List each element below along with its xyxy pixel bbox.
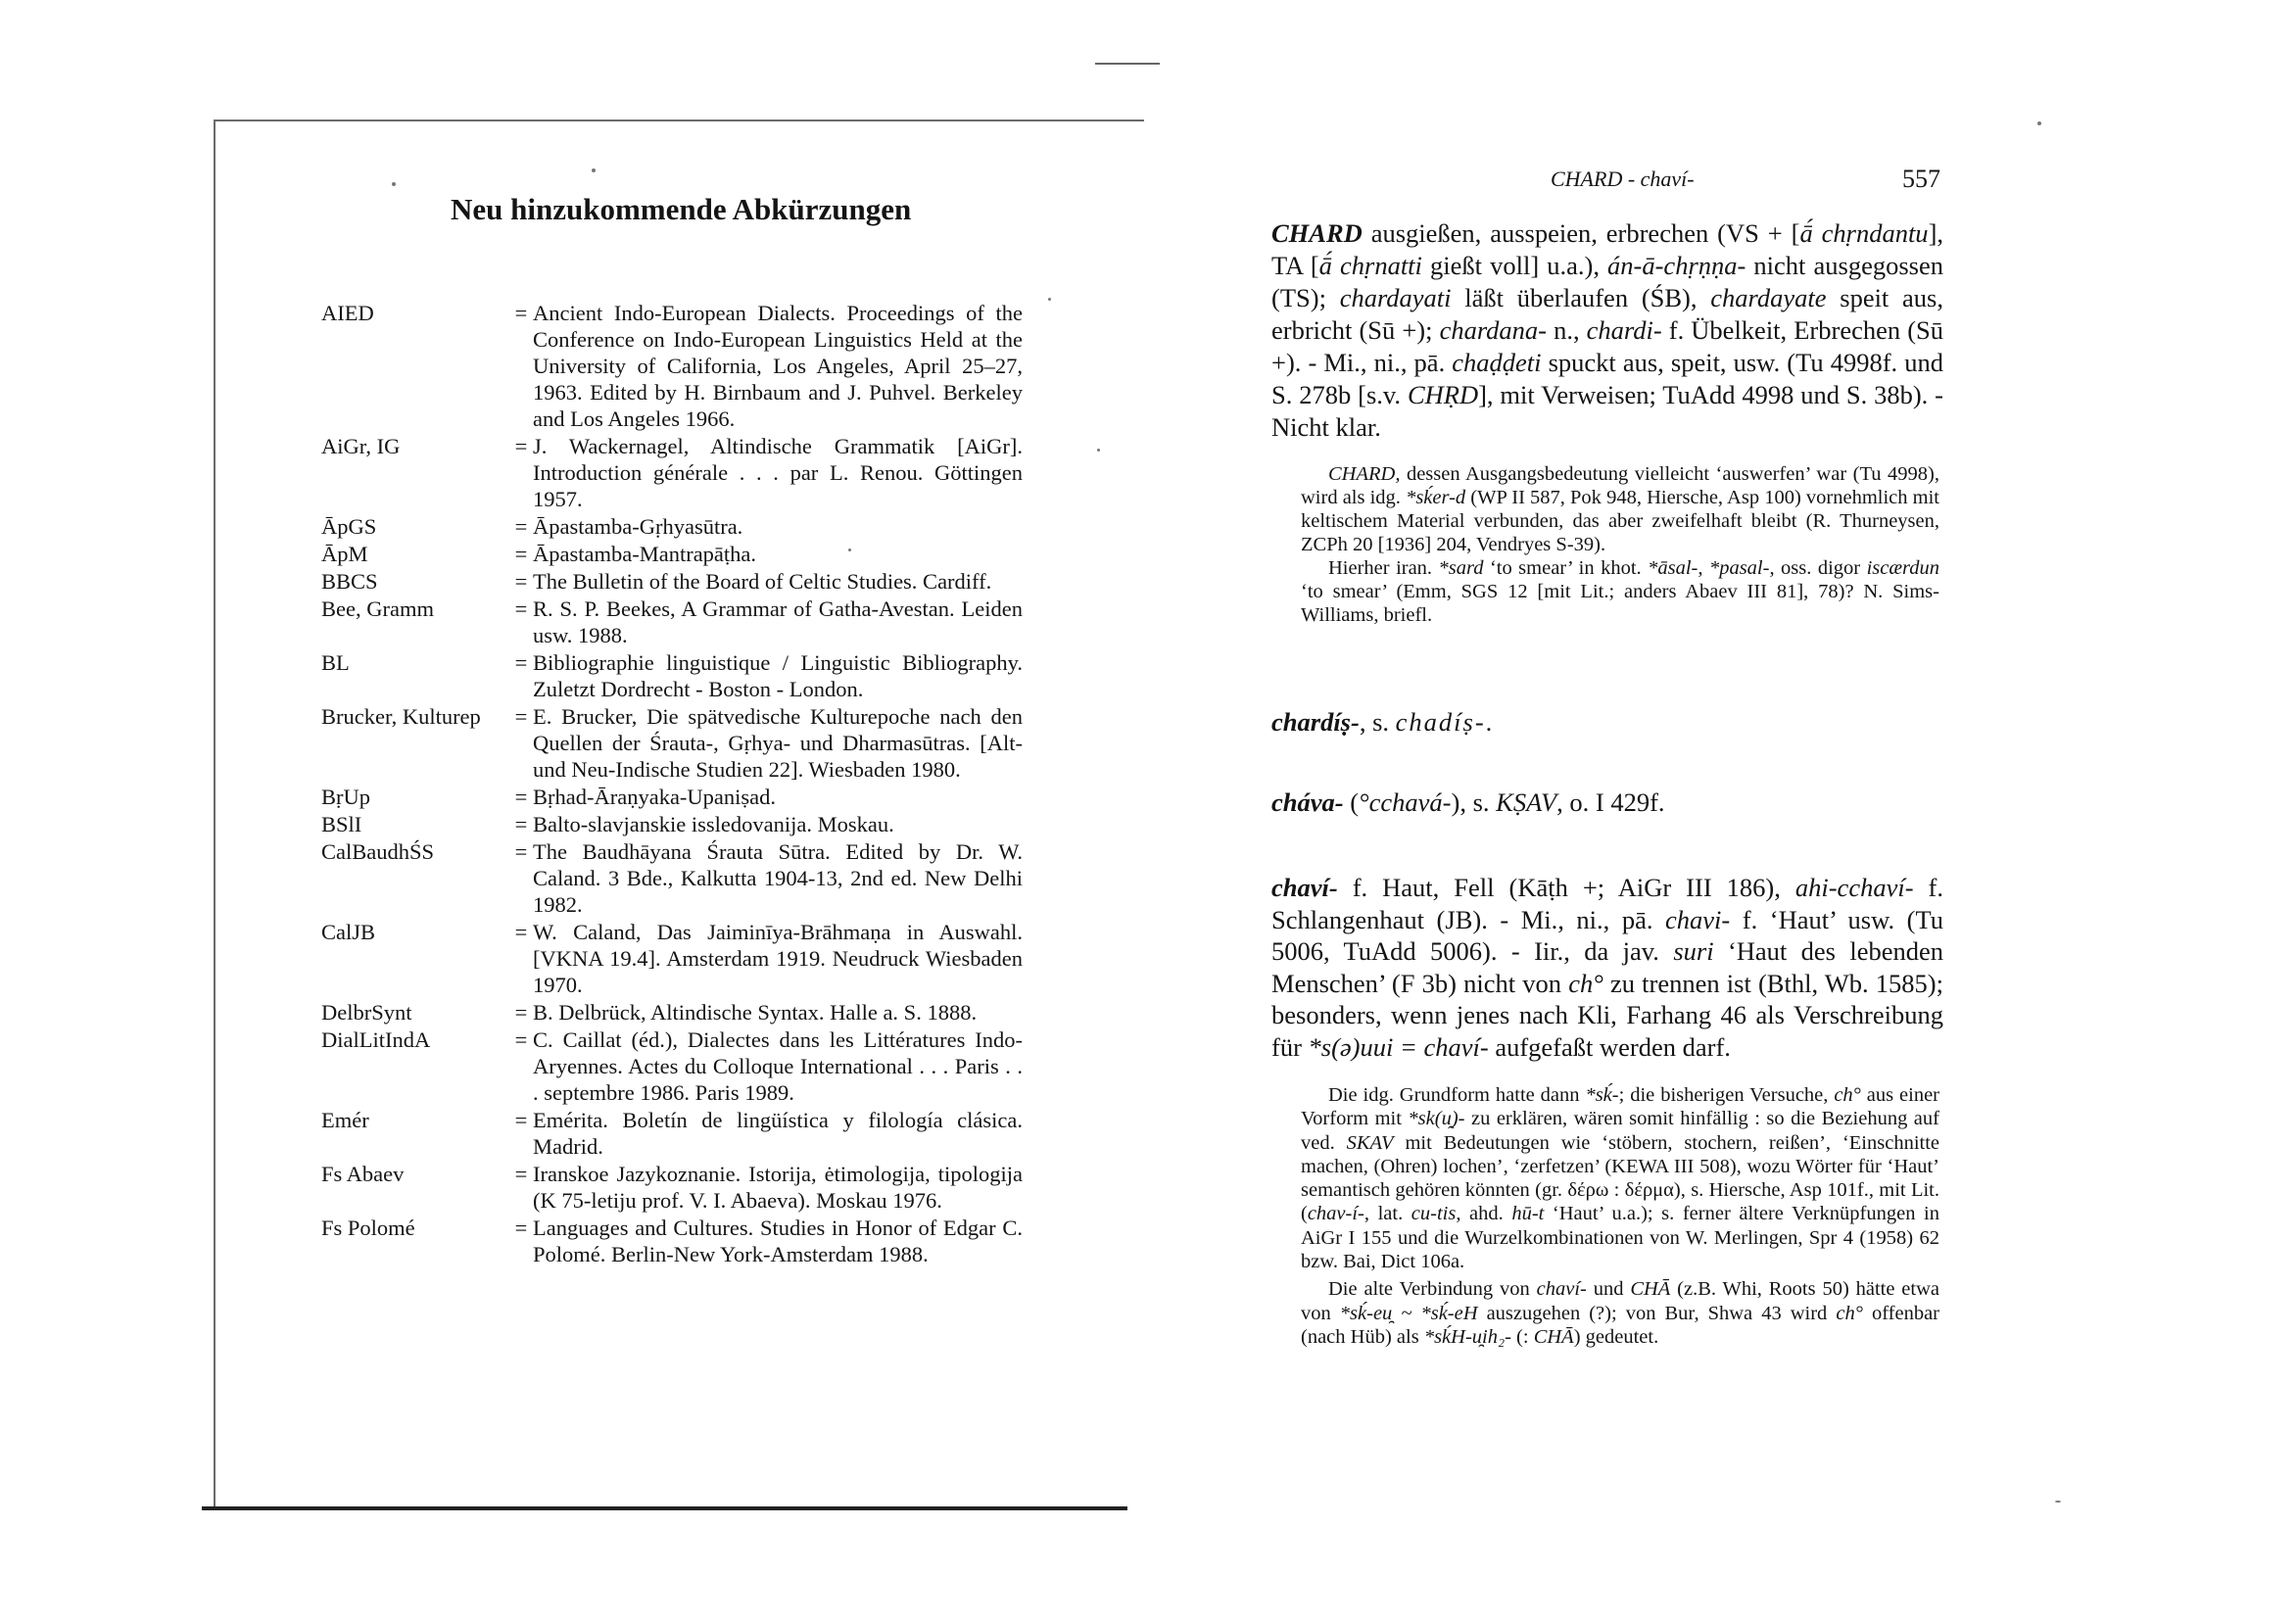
abbreviation-definition: J. Wackernagel, Altindische Grammatik [AiGr]. Introduction générale . . . par L. Renou. Göttingen 1957.: [533, 434, 1023, 511]
abbreviation-row: [321, 596, 1036, 648]
note-paragraph: Die idg. Grundform hatte dann *sḱ-; die bisherigen Versuche, ch° aus einer Vorform mit *sk(u̯)- zu erklären, wären somit hinfällig : so die Beziehung auf ved. SKAV mit Bedeutungen wie ‘stöbern, stochern, reißen’, ‘Einschnitte machen, (Ohren) lochen’, ‘zerfetzen’ (KEWA III 508), wozu Wörter für ‘Haut’ semantisch gehören könnten (gr. δέρω : δέρμα), s. Hiersche, Asp 101f., mit Lit. (chav-í-, lat. cu-tis, ahd. hū-t ‘Haut’ u.a.); s. ferner ältere Verknüpfungen in AiGr I 155 und die Wurzelkombinationen von W. Merlingen, Spr 4 (1958) 62 bzw. Bai, Dict 106a.: [1301, 1084, 1940, 1273]
scan-speck: [392, 182, 396, 186]
abbreviation-key: ĀpGS: [321, 514, 377, 539]
abbreviation-key: CalJB: [321, 920, 376, 944]
abbreviation-row: [321, 703, 1036, 783]
equals-sign: =: [514, 1162, 528, 1186]
running-head: CHARD - chaví-: [1551, 167, 1695, 191]
equals-sign: =: [514, 920, 528, 944]
page-title: Neu hinzukommende Abkürzungen: [451, 192, 912, 226]
page-number: 557: [1902, 165, 1940, 193]
abbreviation-key: Fs Polomé: [321, 1216, 415, 1240]
entry-chava: cháva- (°cchavá-), s. KṢAV, o. I 429f.: [1271, 787, 1665, 817]
abbreviation-key: AIED: [321, 301, 374, 325]
abbreviation-key: Fs Abaev: [321, 1162, 405, 1186]
equals-sign: =: [514, 542, 528, 566]
equals-sign: =: [514, 1027, 528, 1052]
abbreviation-key: AiGr, IG: [321, 434, 401, 458]
abbreviation-definition: Bṛhad-Āraṇyaka-Upaniṣad.: [533, 785, 777, 809]
equals-sign: =: [514, 1216, 528, 1240]
lemma-chardis: chardíṣ-: [1271, 707, 1360, 737]
abbreviation-row: [321, 1215, 1036, 1267]
abbreviation-row: [321, 300, 1036, 432]
abbreviation-key: BṛUp: [321, 785, 370, 809]
entry-chard-note: [1301, 462, 1939, 627]
abbreviation-list: [321, 300, 1036, 1268]
scan-speck: [2037, 121, 2041, 125]
abbreviation-row: [321, 541, 1036, 567]
equals-sign: =: [514, 812, 528, 836]
abbreviation-row: [321, 513, 1036, 540]
abbreviation-row: [321, 1107, 1036, 1160]
abbreviation-key: DialLitIndA: [321, 1027, 431, 1052]
abbreviation-definition: R. S. P. Beekes, A Grammar of Gatha-Avestan. Leiden usw. 1988.: [533, 596, 1023, 647]
abbreviation-row: [321, 811, 1036, 837]
abbreviation-row: [321, 433, 1036, 512]
abbreviation-definition: Ancient Indo-European Dialects. Proceedings of the Conference on Indo-European Linguistics Held at the University of California, Los Angeles, April 25–27, 1963. Edited by H. Birnbaum and J. Puhvel. Berkeley and Los Angeles 1966.: [533, 301, 1023, 431]
scan-speck: [592, 168, 596, 172]
equals-sign: =: [514, 596, 528, 621]
equals-sign: =: [514, 434, 528, 458]
abbreviation-definition: Bibliographie linguistique / Linguistic Bibliography. Zuletzt Dordrecht - Boston - London.: [533, 650, 1023, 701]
equals-sign: =: [514, 704, 528, 729]
note-paragraph: CHARD, dessen Ausgangsbedeutung vielleicht ‘auswerfen’ war (Tu 4998), wird als idg. *sḱer-d (WP II 587, Pok 948, Hiersche, Asp 100) vornehmlich mit keltischem Material verbunden, das aber zweifelhaft bleibt (R. Thurneysen, ZCPh 20 [1936] 204, Vendryes S-39).: [1301, 463, 1940, 555]
cross-reference: KṢAV: [1496, 787, 1557, 817]
page-frame-bottom: [202, 1506, 1127, 1510]
abbreviation-row: [321, 919, 1036, 998]
equals-sign: =: [514, 785, 528, 809]
abbreviation-definition: B. Delbrück, Altindische Syntax. Halle a. S. 1888.: [533, 1000, 978, 1025]
note-paragraph: Hierher iran. *sard ‘to smear’ in khot. *āsal-, *pasal-, oss. digor iscærdun ‘to smear’ (Emm, SGS 12 [mit Lit.; anders Abaev III 81], 78)? N. Sims-Williams, briefl.: [1301, 557, 1939, 626]
abbreviation-key: ĀpM: [321, 542, 368, 566]
note-paragraph: Die alte Verbindung von chaví- und CHĀ (z.B. Whi, Roots 50) hätte etwa von *sḱ-eu̯ ~ *sḱ-eH auszugehen (?); von Bur, Shwa 43 wird ch° offenbar (nach Hüb) als *sḱH-u̯ih₂- (: CHĀ) gedeutet.: [1301, 1278, 1940, 1348]
scan-speck: [1048, 298, 1051, 301]
lemma-chard: CHARD: [1271, 218, 1363, 248]
scan-mark: [1095, 63, 1160, 65]
abbreviation-row: [321, 568, 1036, 595]
cross-reference: chadíṣ-: [1395, 707, 1486, 737]
abbreviation-definition: E. Brucker, Die spätvedische Kulturepoche nach den Quellen der Śrauta-, Gṛhya- und Dharmasūtras. [Alt- und Neu-Indische Studien 22]. Wiesbaden 1980.: [533, 704, 1023, 782]
abbreviation-definition: Emérita. Boletín de lingüística y filología clásica. Madrid.: [533, 1108, 1023, 1159]
abbreviation-key: BBCS: [321, 569, 378, 594]
entry-chard: CHARD ausgießen, ausspeien, erbrechen (VS + [ā́ chṛndantu], TA [ā́ chṛnatti gießt voll] u.a.), án-ā-chṛṇṇa- nicht ausgegossen (TS); chardayati läßt überlaufen (ŚB), chardayate speit aus, erbricht (Sū +); chardana- n., chardi- f. Übelkeit, Erbrechen (Sū +). - Mi., ni., pā. chaḍḍeti spuckt aus, speit, usw. (Tu 4998f. und S. 278b [s.v. CHṚD], mit Verweisen; TuAdd 4998 und S. 38b). - Nicht klar.: [1271, 218, 1944, 442]
equals-sign: =: [514, 301, 528, 325]
page-frame-left: [214, 119, 215, 1508]
lemma-chava: cháva-: [1271, 787, 1344, 817]
entry-chavi-note: [1301, 1083, 1939, 1349]
abbreviation-key: Bee, Gramm: [321, 596, 434, 621]
abbreviation-row: [321, 784, 1036, 810]
abbreviation-key: Brucker, Kulturep: [321, 704, 481, 729]
abbreviation-row: [321, 649, 1036, 702]
equals-sign: =: [514, 839, 528, 864]
lemma-chavi: chaví-: [1271, 873, 1338, 902]
abbreviation-row: [321, 1026, 1036, 1106]
abbreviation-row: [321, 838, 1036, 918]
abbreviation-definition: Balto-slavjanskie issledovanija. Moskau.: [533, 812, 894, 836]
abbreviation-definition: The Bulletin of the Board of Celtic Studies. Cardiff.: [533, 569, 992, 594]
equals-sign: =: [514, 1108, 528, 1132]
abbreviation-definition: Āpastamba-Gṛhyasūtra.: [533, 514, 743, 539]
page-frame-top: [214, 119, 1144, 121]
abbreviation-definition: Āpastamba-Mantrapāṭha.: [533, 542, 757, 566]
abbreviation-key: BSlI: [321, 812, 362, 836]
abbreviation-definition: Iranskoe Jazykoznanie. Istorija, ėtimologija, tipologija (K 75-letiju prof. V. I. Abaeva). Moskau 1976.: [533, 1162, 1023, 1213]
scan-speck: [2055, 1501, 2061, 1503]
abbreviation-key: CalBaudhŚS: [321, 839, 435, 864]
abbreviation-row: [321, 1161, 1036, 1214]
equals-sign: =: [514, 1000, 528, 1025]
equals-sign: =: [514, 650, 528, 675]
abbreviation-definition: Languages and Cultures. Studies in Honor of Edgar C. Polomé. Berlin-New York-Amsterdam 1988.: [533, 1216, 1023, 1266]
abbreviation-key: DelbrSynt: [321, 1000, 412, 1025]
scan-speck: [1097, 449, 1100, 452]
abbreviation-key: Emér: [321, 1108, 369, 1132]
abbreviation-row: [321, 999, 1036, 1026]
equals-sign: =: [514, 514, 528, 539]
abbreviation-definition: C. Caillat (éd.), Dialectes dans les Littératures Indo-Aryennes. Actes du Colloque International . . . Paris . . . septembre 1986. Paris 1989.: [533, 1027, 1023, 1105]
entry-chardis: chardíṣ-, s. chadíṣ-.: [1271, 707, 1493, 737]
abbreviation-key: BL: [321, 650, 350, 675]
abbreviation-definition: W. Caland, Das Jaiminīya-Brāhmaṇa in Auswahl. [VKNA 19.4]. Amsterdam 1919. Neudruck Wiesbaden 1970.: [533, 920, 1023, 997]
equals-sign: =: [514, 569, 528, 594]
entry-chavi: chaví- f. Haut, Fell (Kāṭh +; AiGr III 186), ahi-cchaví- f. Schlangenhaut (JB). - Mi., ni., pā. chavi- f. ‘Haut’ usw. (Tu 5006, TuAdd 5006). - Iir., da jav. suri ‘Haut des lebenden Menschen’ (F 3b) nicht von ch° zu trennen ist (Bthl, Wb. 1585); besonders, wenn jenes nach Kli, Farhang 46 als Verschreibung für *s(ə)uui = chaví- aufgefaßt werden darf.: [1271, 873, 1944, 1062]
abbreviation-definition: The Baudhāyana Śrauta Sūtra. Edited by Dr. W. Caland. 3 Bde., Kalkutta 1904-13, 2nd ed. New Delhi 1982.: [533, 839, 1023, 917]
